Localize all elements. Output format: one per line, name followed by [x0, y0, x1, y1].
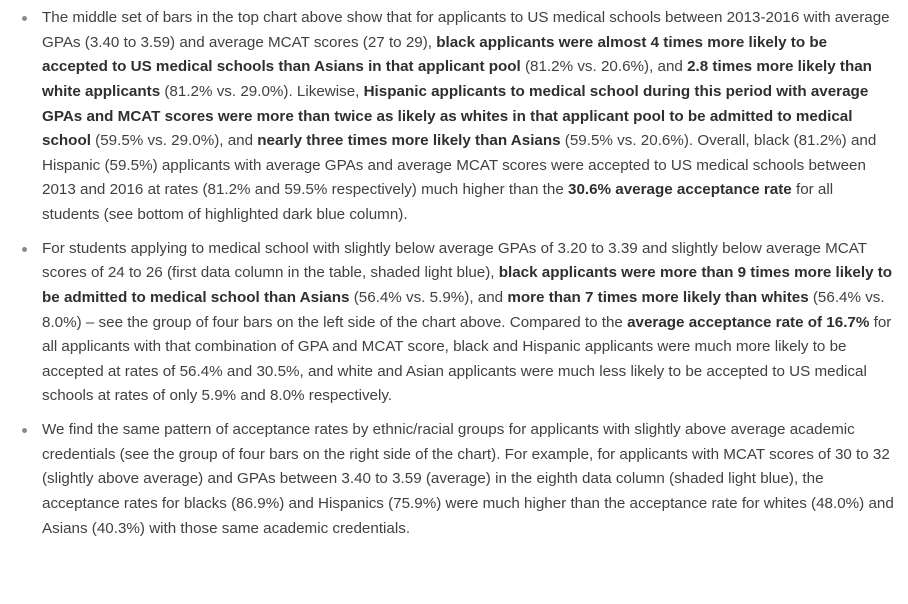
paragraph-text [42, 418, 894, 541]
body-text: (81.2% vs. 20.6%), and [520, 58, 688, 76]
body-text: for all applicants with that combination of GPA and MCAT score, black and Hispanic applicants were much more likely to be accepted at rates of 56.4% and 30.5%, and white and Asian applicants were much less likely to be accepted to US medical schools at rates of only 5.9% and 8.0% respectively. [42, 313, 892, 405]
bullet-middle-bars [14, 6, 894, 228]
body-text: (59.5% vs. 29.0%), and [90, 132, 258, 150]
bullet-above-average [14, 418, 894, 541]
paragraph-text [42, 6, 894, 228]
bullet-list [14, 6, 894, 541]
emphasized-text: average acceptance rate of 16.7% [627, 313, 870, 331]
body-text: (59.5% vs. 20.6%). Overall, black (81.2%) and Hispanic (59.5%) applicants with average GPAs and average MCAT scores were accepted to US medical schools between 2013 and 2016 at rates (81.2% and 59.5% respectively) much higher than the [42, 132, 877, 199]
body-text: We find the same pattern of acceptance rates by ethnic/racial groups for applicants with slightly above average academic credentials (see the group of four bars on the right side of the chart). For example, for applicants with MCAT scores of 30 to 32 (slightly above average) and GPAs between 3.40 to 3.59 (average) in the eighth data column (shaded light blue), the acceptance rates for blacks (86.9%) and Hispanics (75.9%) were much higher than the acceptance rate for whites (48.0%) and Asians (40.3%) with those same academic credentials. [42, 421, 894, 537]
emphasized-text: black applicants were more than 9 times more likely to be admitted to medical school than Asians [42, 264, 893, 306]
body-text: (56.4% vs. 8.0%) – see the group of four bars on the left side of the chart above. Compared to the [42, 288, 885, 331]
emphasized-text: black applicants were almost 4 times more likely to be accepted to US medical schools than Asians in that applicant pool [42, 33, 828, 76]
bullet-below-average [14, 237, 894, 409]
emphasized-text: nearly three times more likely than Asians [257, 132, 561, 150]
paragraph-text [42, 237, 894, 409]
emphasized-text: 2.8 times more likely than white applicants [42, 58, 872, 100]
body-text: for all students (see bottom of highlighted dark blue column). [42, 181, 834, 223]
body-text: The middle set of bars in the top chart above show that for applicants to US medical schools between 2013-2016 with average GPAs (3.40 to 3.59) and average MCAT scores (27 to 29), [42, 9, 890, 51]
body-text: For students applying to medical school with slightly below average GPAs of 3.20 to 3.39 and slightly below average MCAT scores of 24 to 26 (first data column in the table, shaded light blue), [42, 239, 867, 282]
body-text: (56.4% vs. 5.9%), and [349, 288, 508, 306]
body-text: (81.2% vs. 29.0%). Likewise, [160, 82, 364, 100]
emphasized-text: more than 7 times more likely than whites [507, 288, 809, 306]
emphasized-text: 30.6% average acceptance rate [568, 181, 792, 199]
emphasized-text: Hispanic applicants to medical school during this period with average GPAs and MCAT scores were more than twice as likely as whites in that applicant pool to be admitted to medical school [42, 82, 869, 150]
